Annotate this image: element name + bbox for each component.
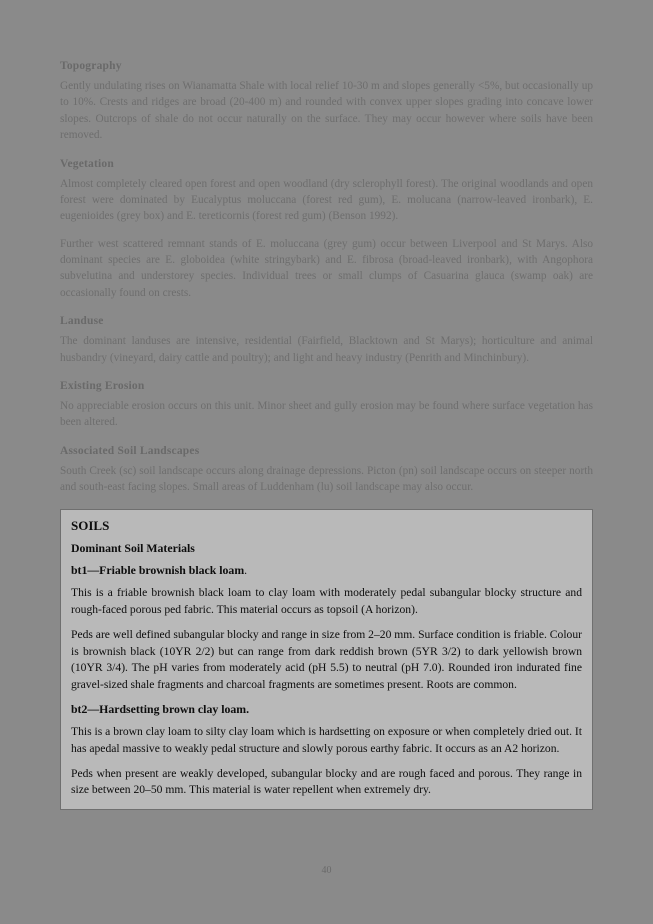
paragraph-vegetation-2: Further west scattered remnant stands of E. moluccana (grey gum) occur between Liverpool and St Marys. Also dominant species are E. globoidea (white stringybark) and E. fibrosa (broad-leaved ironbark), with Angophora subvelutina and understorey species. Individual trees or small clumps of Casuarina glauca (swamp oak) are occasionally found on crests.: [60, 237, 593, 299]
section-heading-topography: Topography: [60, 60, 122, 72]
page-number: 40: [321, 865, 332, 876]
soil-material-bt2-paragraph-1: This is a brown clay loam to silty clay loam which is hardsetting on exposure or when completely dried out. It has apedal massive to weakly pedal structure and slowly porous earthy fabric. It occurs as an A2 horizon.: [71, 725, 582, 755]
paragraph-existing-erosion-1: No appreciable erosion occurs on this unit. Minor sheet and gully erosion may be found where surface vegetation has been altered.: [60, 399, 593, 429]
paragraph-landuse-1: The dominant landuses are intensive, residential (Fairfield, Blacktown and St Marys); horticulture and animal husbandry (vineyard, dairy cattle and poultry); and light and heavy industry (Penrith and Minchinbury).: [60, 335, 593, 364]
page-content: [60, 60, 593, 810]
section-heading-associated-soil-landscapes: Associated Soil Landscapes: [60, 444, 200, 457]
soil-material-term-bt1-suffix: .: [244, 563, 248, 578]
soils-panel: [60, 509, 593, 810]
section-heading-vegetation: Vegetation: [60, 157, 114, 170]
soil-material-term-bt2-text: bt2—Hardsetting brown clay loam.: [71, 702, 250, 717]
soil-material-bt1-paragraph-1: This is a friable brownish black loam to clay loam with moderately pedal subangular blocky structure and rough-faced porous ped fabric. This material occurs as topsoil (A horizon).: [71, 586, 582, 616]
soil-material-term-bt1: [71, 563, 582, 578]
section-existing-erosion: [60, 380, 593, 431]
section-heading-landuse: Landuse: [60, 315, 104, 328]
soil-material-term-bt2: [71, 702, 582, 717]
soil-material-term-bt1-text: bt1—Friable brownish black loam: [71, 563, 245, 578]
paragraph-vegetation-1: Almost completely cleared open forest and open woodland (dry sclerophyll forest). The original woodlands and open forest were dominated by Eucalyptus moluccana (forest red gum), E. molucana (narrow-leaved ironbark), E. eugenioides (grey box) and E. tereticornis (forest red gum) (Benson 1992).: [60, 177, 593, 223]
section-associated-soil-landscapes: [60, 445, 593, 496]
soil-material-bt1-paragraph-2: Peds are well defined subangular blocky and range in size from 2–20 mm. Surface condition is friable. Colour is brownish black (10YR 2/2) but can range from dark reddish brown (5YR 3/2) to dark yellowish brown (10YR 3/4). The pH varies from moderately acid (pH 5.5) to neutral (pH 7.0). Rounded iron indurated fine gravel-sized shale fragments and charcoal fragments are sometimes present. Roots are common.: [71, 628, 582, 691]
paragraph-topography-1: Gently undulating rises on Wianamatta Shale with local relief 10-30 m and slopes generally <5%, but occasionally up to 10%. Crests and ridges are broad (20-400 m) and rounded with convex upper slopes grading into concave lower slopes. Outcrops of shale do not occur naturally on the surface. They may occur however where soils have been removed.: [60, 80, 593, 142]
paragraph-associated-soil-landscapes-1: South Creek (sc) soil landscape occurs along drainage depressions. Picton (pn) soil landscape occurs on steeper north and south-east facing slopes. Small areas of Luddenham (lu) soil landscape may also occur.: [60, 464, 593, 493]
section-heading-existing-erosion: Existing Erosion: [60, 379, 145, 392]
soil-material-bt2-paragraph-2: Peds when present are weakly developed, subangular blocky and are rough faced and porous. They range in size between 20–50 mm. This material is water repellent when extremely dry.: [71, 767, 582, 797]
soils-panel-title: SOILS: [71, 518, 110, 534]
section-topography: [60, 60, 593, 144]
soils-panel-subheading: Dominant Soil Materials: [71, 541, 195, 556]
section-landuse: [60, 315, 593, 366]
section-vegetation: [60, 158, 593, 302]
